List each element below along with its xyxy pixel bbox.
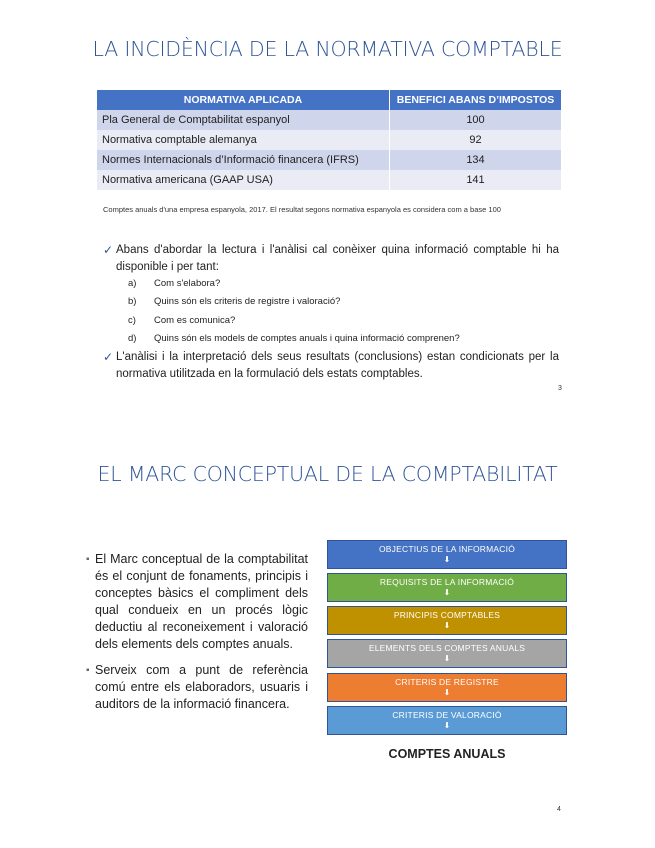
flow-box-criteris-registre [327,673,567,702]
bullet-text: Serveix com a punt de referència comú entre els elaboradors, usuaris i auditors de la informació financera. [95,663,308,711]
table-cell-benefici: 100 [390,110,562,130]
bullet-item [86,662,308,713]
arrow-down-icon: ⬇ [443,654,451,663]
slide-2-title: EL MARC CONCEPTUAL DE LA COMPTABILITAT [97,462,558,486]
table-cell-normativa: Normes Internacionals d’Informació financera (IFRS) [97,150,390,170]
sub-point [128,296,340,307]
table-row [97,170,561,190]
sub-point-text: Quins són els models de comptes anuals i quina informació comprenen? [154,333,460,344]
table-row [97,150,561,170]
bullet-item [86,551,308,653]
flow-box-label: REQUISITS DE LA INFORMACIÓ [379,577,515,587]
bullet-icon: ▪ [86,554,90,565]
check-point-1 [103,242,559,275]
table-row [97,130,561,150]
checkmark-icon: ✓ [103,243,114,257]
comptes-anuals-label: COMPTES ANUALS [388,747,506,761]
table-source-note: Comptes anuals d'una empresa espanyola, 2017. El resultat segons normativa espanyola es considera com a base 100 [103,205,501,214]
flow-box-label: PRINCIPIS COMPTABLES [393,610,501,620]
arrow-down-icon: ⬇ [443,688,451,697]
column-header-normativa: NORMATIVA APLICADA [97,90,390,110]
page-number: 3 [558,385,562,392]
table-cell-benefici: 141 [390,170,562,190]
check-point-text: L'anàlisi i la interpretació dels seus resultats (conclusions) estan condicionats per la normativa utilitzada en la formulació dels estats comptables. [116,351,559,380]
table-row [97,110,561,130]
arrow-down-icon: ⬇ [443,555,451,564]
check-point-text: Abans d'abordar la lectura i l'anàlisi cal conèixer quina informació comptable hi ha disponible i per tant: [116,244,559,273]
table-cell-normativa: Normativa comptable alemanya [97,130,390,150]
sub-point-text: Quins són els criteris de registre i valoració? [154,296,341,307]
column-header-benefici: BENEFICI ABANS D’IMPOSTOS [390,90,562,110]
flow-box-label: OBJECTIUS DE LA INFORMACIÓ [378,544,516,554]
sub-point-letter: d) [128,333,137,344]
sub-point-letter: c) [128,315,136,326]
sub-point-letter: b) [128,296,137,307]
check-point-2 [103,349,559,382]
flow-box-elements [327,639,567,668]
sub-point-text: Com s'elabora? [154,278,221,289]
bullet-text: El Marc conceptual de la comptabilitat és el conjunt de fonaments, principis i conceptes bàsics el compliment dels qual condueix en un procés lògic deductiu al reconeixement i valoració dels elements dels comptes anuals. [95,552,308,651]
table-cell-normativa: Pla General de Comptabilitat espanyol [97,110,390,130]
sub-point [128,315,235,326]
table-cell-benefici: 92 [390,130,562,150]
table-cell-normativa: Normativa americana (GAAP USA) [97,170,390,190]
flow-box-label: CRITERIS DE REGISTRE [395,677,499,687]
checkmark-icon: ✓ [103,350,114,364]
arrow-down-icon: ⬇ [443,588,451,597]
sub-point-text: Com es comunica? [154,315,236,326]
normativa-table [97,90,561,190]
slide-1-title: LA INCIDÈNCIA DE LA NORMATIVA COMPTABLE [92,37,563,61]
table-cell-benefici: 134 [390,150,562,170]
flow-box-label: CRITERIS DE VALORACIÓ [392,710,502,720]
flow-box-requisits [327,573,567,602]
arrow-down-icon: ⬇ [443,721,451,730]
flow-box-principis [327,606,567,635]
sub-point-letter: a) [128,278,137,289]
table-header-row [97,90,561,110]
bullet-icon: ▪ [86,665,90,676]
flow-box-label: ELEMENTS DELS COMPTES ANUALS [368,643,526,653]
arrow-down-icon: ⬇ [443,621,451,630]
flow-box-objectius [327,540,567,569]
sub-point [128,278,220,289]
flow-box-criteris-valoracio [327,706,567,735]
bullet-list [86,551,308,713]
page-number: 4 [557,806,561,813]
sub-point [128,333,460,344]
